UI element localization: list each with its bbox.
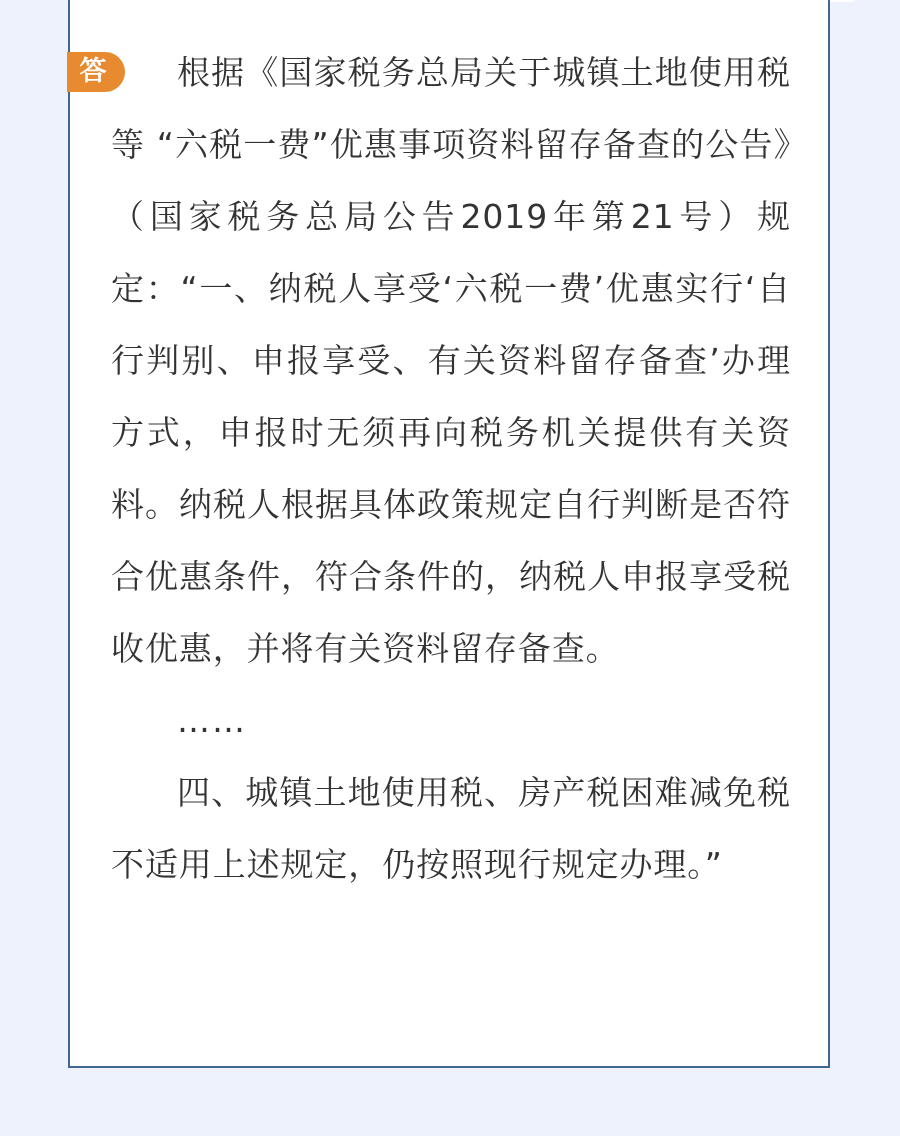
- answer-paragraph-exception: 四、城镇土地使用税、房产税困难减免税不适用上述规定，仍按照现行规定办理。”: [111, 773, 791, 884]
- answer-badge: 答: [67, 52, 125, 92]
- answer-paragraph-policy: 根据《国家税务总局关于城镇土地使用税等 “六税一费”优惠事项资料留存备查的公告》（国家税务总局公告2019年第21号）规定：“一、纳税人享受‘六税一费’优惠实行‘自行判别、申报享受、有关资料留存备查’办理方式，申报时无须再向税务机关提供有关资料。纳税人根据具体政策规定自行判断是否符合优惠条件，符合条件的，纳税人申报享受税收优惠，并将有关资料留存备查。: [111, 53, 791, 668]
- answer-paragraph-ellipsis: ……: [177, 701, 247, 740]
- answer-body: [111, 37, 791, 901]
